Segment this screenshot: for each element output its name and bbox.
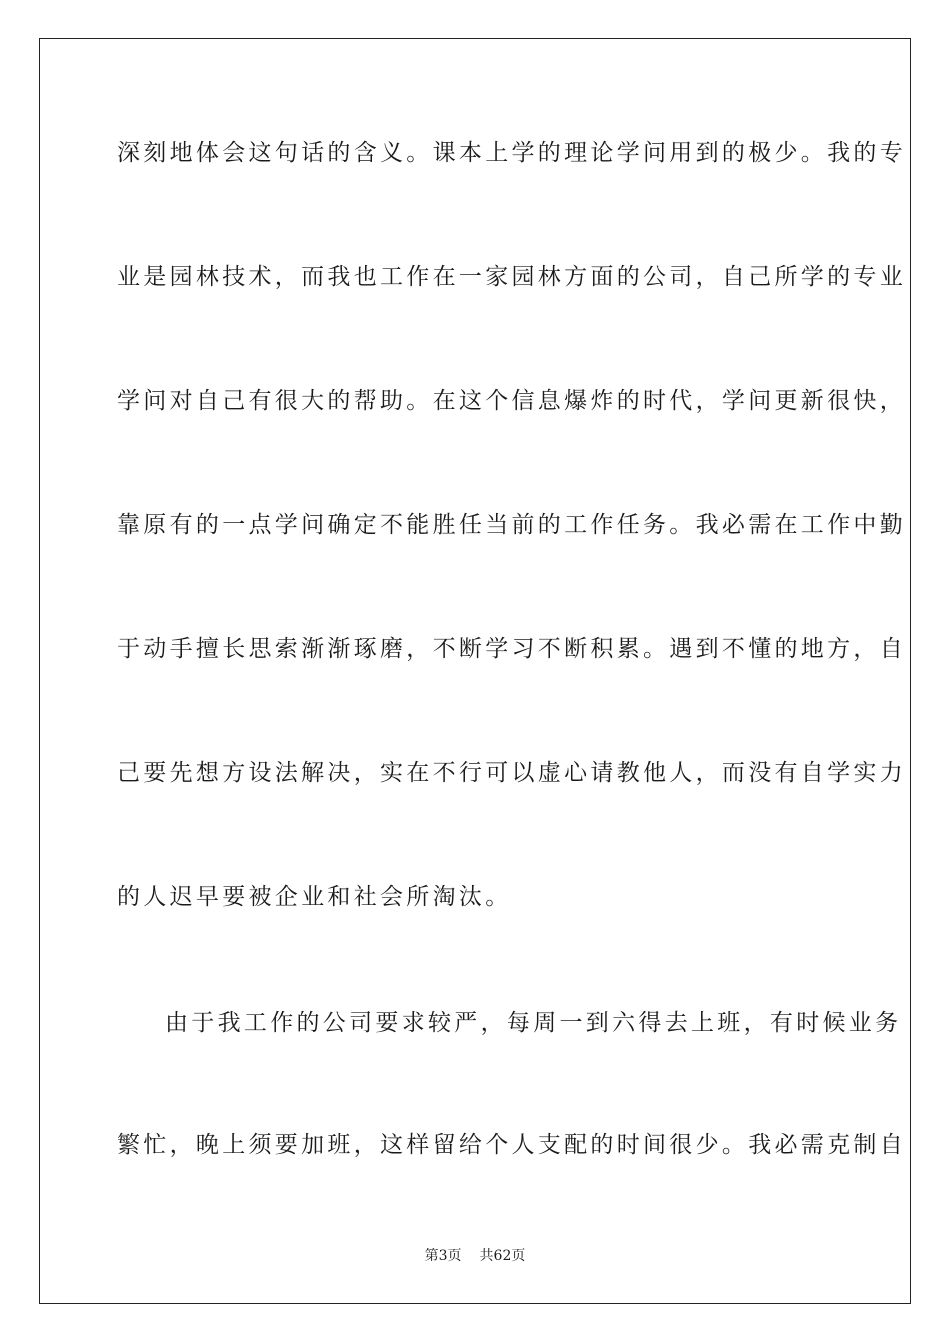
body-text-line: 繁忙，晚上须要加班，这样留给个人支配的时间很少。我必需克制自 <box>117 1132 906 1158</box>
body-text-line: 学问对自己有很大的帮助。在这个信息爆炸的时代，学问更新很快， <box>117 388 906 414</box>
page-footer <box>0 1246 950 1266</box>
body-text-line: 己要先想方设法解决，实在不行可以虚心请教他人，而没有自学实力 <box>117 760 906 786</box>
body-text-line: 于动手擅长思索渐渐琢磨，不断学习不断积累。遇到不懂的地方，自 <box>117 636 906 662</box>
body-text-line: 靠原有的一点学问确定不能胜任当前的工作任务。我必需在工作中勤 <box>117 512 906 538</box>
body-text-line: 的人迟早要被企业和社会所淘汰。 <box>117 884 512 910</box>
paragraph-first-line: 由于我工作的公司要求较严，每周一到六得去上班，有时候业务 <box>165 1010 902 1036</box>
total-pages: 共62页 <box>479 1248 526 1264</box>
page-border <box>39 38 911 1304</box>
body-text-line: 业是园林技术，而我也工作在一家园林方面的公司，自己所学的专业 <box>117 264 906 290</box>
body-text-line: 深刻地体会这句话的含义。课本上学的理论学问用到的极少。我的专 <box>117 140 906 166</box>
page-number: 第3页 <box>424 1248 462 1264</box>
